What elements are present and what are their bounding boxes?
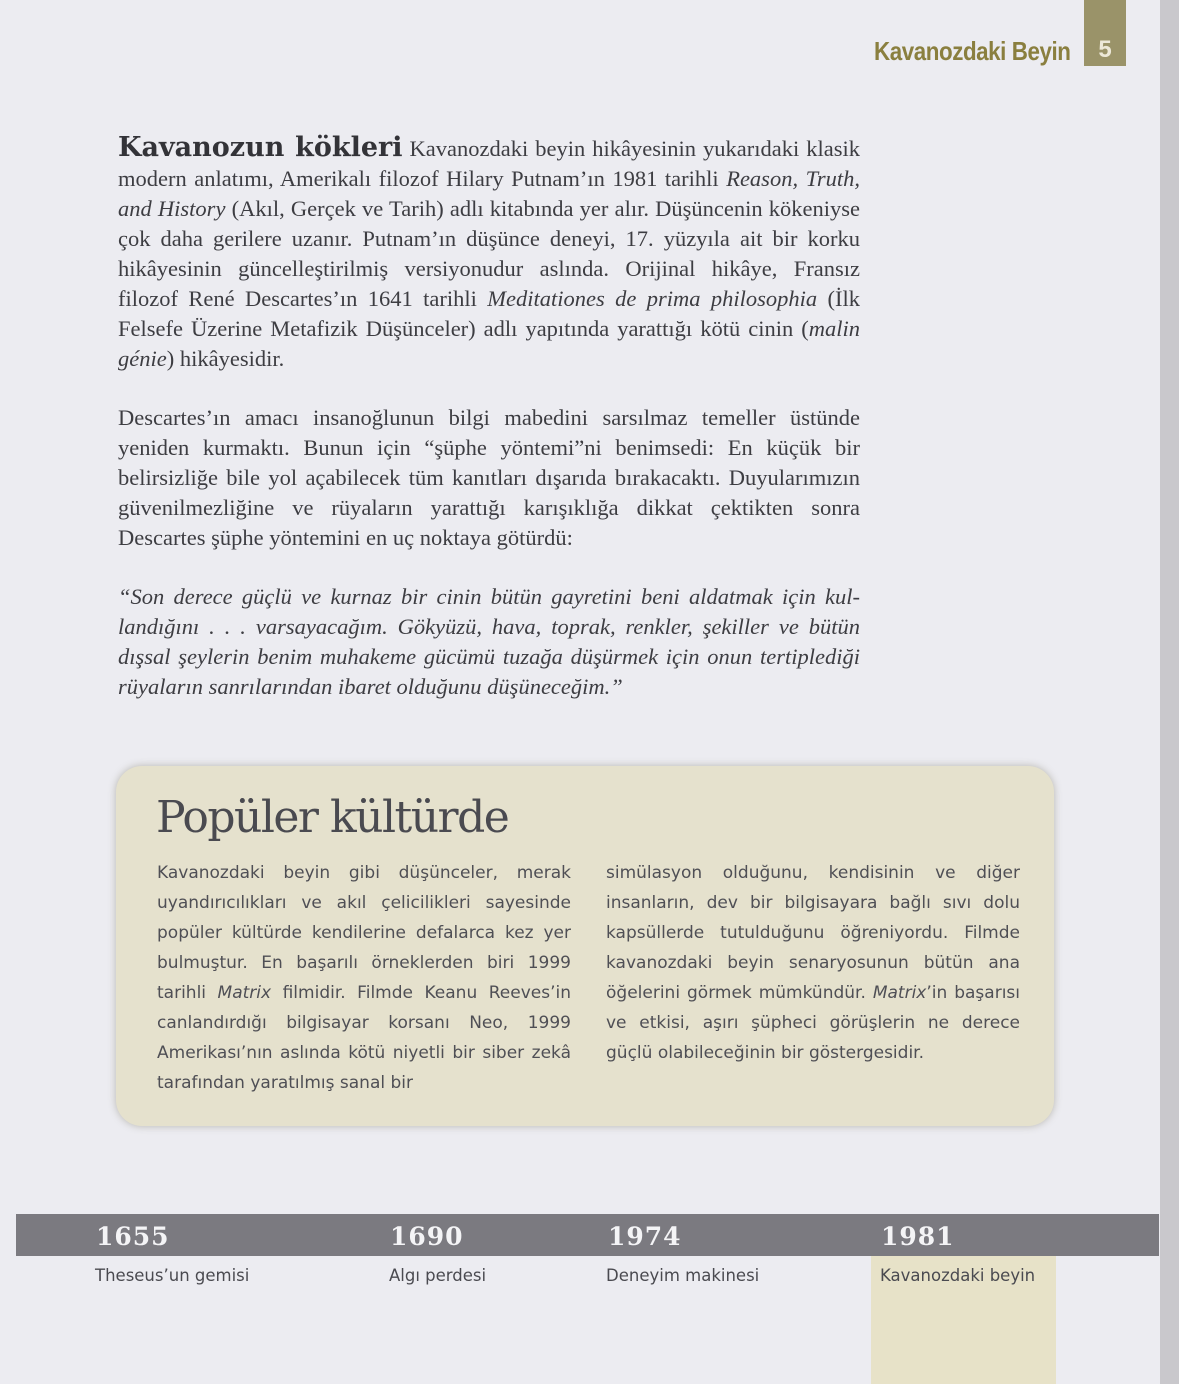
descartes-quote: “Son derece güçlü ve kurnaz bir cinin bütün gayretini beni aldatmak için kullandığını . . . varsayacağım. Gökyüzü, hava, toprak, renkler, şekiller ve bütün dışsal şeylerin benim muhakeme gücümü tuzağa düşürmek için onun tertiplediği rüyaların sanrılarından ibaret olduğunu düşüneceğim.”: [118, 584, 860, 699]
timeline-label: Algı perdesi: [389, 1266, 487, 1285]
page-number: 5: [1098, 36, 1112, 63]
page-edge: [1160, 0, 1179, 1384]
paragraph-text: (Akıl, Gerçek ve Tarih) adlı kitabında yer alır. Düşüncenin kökeniyse çok daha gerilere uzanır. Putnam’ın düşünce deneyi, 17. yüzyıla ait bir korku hikâyesinin güncelleştirilmiş versiyonudur aslında. Orijinal hikâye, Fransız filozof René Descartes’ın 1641 tarihli: [118, 196, 861, 311]
box-text: filmidir. Filmde Keanu Reeves’in canlandırdığı bilgisayar korsanı Neo, 1999 Amerikası’nın aslında kötü niyetli bir siber zekâ tarafından yaratılmış sanal bir: [157, 983, 571, 1093]
film-title: Matrix: [872, 983, 927, 1003]
section-heading: Kavanozun kökleri: [118, 132, 403, 163]
box-column-right: [606, 858, 1020, 1068]
paragraph-descartes: Descartes’ın amacı insanoğlunun bilgi mabedini sarsılmaz temeller üstünde yeniden kurmaktı. Bunun için “şüphe yöntemi”ni benimsedi: En küçük bir belirsizliğe bile yol açabilecek tüm kanıtları dışarıda bırakacaktı. Duyularımızın güvenilmezliğine ve rüyaların yarattığı karışıklığa dikkat çektikten sonra Descartes şüphe yöntemini en uç noktaya götürdü:: [118, 405, 860, 550]
paragraph-text: ) hikâyesidir.: [166, 346, 285, 371]
timeline-year: 1655: [96, 1222, 170, 1251]
page-number-tab: [1084, 0, 1126, 66]
timeline-year: 1690: [390, 1222, 464, 1251]
timeline-year: 1981: [881, 1222, 955, 1251]
timeline-bar: [16, 1214, 1159, 1256]
paragraph-text: (İlk Felsefe Üzerine Metafizik Düşünceler) adlı yapıtında yarattığı kötü cinin (: [118, 286, 860, 341]
paragraph-text: Kavanozdaki beyin hikâyesinin yukarıdaki klasik modern anlatımı, Amerikalı filozof Hilary Putnam’ın 1981 tarihli: [118, 136, 860, 191]
box-text: Kavanozdaki beyin gibi düşünceler, merak uyandırıcılıkları ve akıl çelicilikleri sayesinde popüler kültürde kendilerine defalarca kez yer bulmuştur. En başarılı örneklerden biri 1999 tarihli: [157, 863, 571, 1003]
timeline-label: Theseus’un gemisi: [95, 1266, 250, 1285]
film-title: Matrix: [217, 983, 272, 1003]
term: malin génie: [118, 316, 860, 371]
box-text: simülasyon olduğunu, kendisinin ve diğer insanların, dev bir bilgisayara bağlı sıvı dolu kapsüllerde tutulduğunu öğreniyordu. Filmde kavanozdaki beyin senaryosunun bütün ana öğelerini görmek mümkündür.: [606, 863, 1020, 1003]
book-title: Reason, Truth, and History: [118, 166, 860, 221]
timeline-label: Deneyim makinesi: [606, 1266, 760, 1285]
box-title: Popüler kültürde: [156, 792, 509, 843]
running-header-title: Kavanozdaki Beyin: [874, 36, 1071, 66]
box-column-left: [157, 858, 571, 1098]
box-text: ’in başarısı ve etkisi, aşırı şüpheci görüşlerin ne derece güçlü olabileceğinin bir göstergesidir.: [606, 983, 1020, 1063]
paragraph-origins: [118, 133, 860, 374]
timeline-label: Kavanozdaki beyin: [880, 1266, 1036, 1285]
popular-culture-box: [116, 766, 1054, 1126]
timeline-year: 1974: [608, 1222, 682, 1251]
work-title: Meditationes de prima philosophia: [487, 286, 818, 311]
